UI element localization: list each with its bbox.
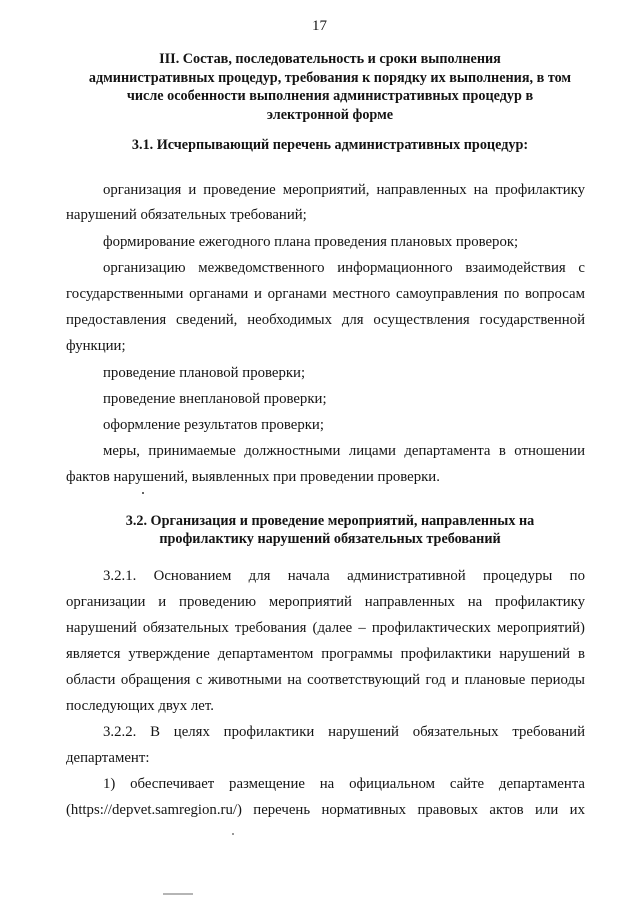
section-title (40, 50, 620, 124)
paragraph-line: (https://depvet.samregion.ru/) перечень нормативных правовых актов или их (66, 802, 585, 818)
paragraph-line: области обращения с животными на соответствующий год и плановые периоды (66, 672, 585, 688)
scan-mark (163, 893, 193, 895)
paragraph-line: последующих двух лет. (66, 698, 214, 714)
subsection-heading-3-1: 3.1. Исчерпывающий перечень административных процедур: (131, 137, 529, 153)
paragraph-line: 1) обеспечивает размещение на официальном сайте департамента (103, 776, 585, 792)
section-title-line: числе особенности выполнения административных процедур в (126, 88, 534, 104)
paragraph-line: 3.2.1. Основанием для начала административной процедуры по (103, 568, 585, 584)
scan-speck (142, 492, 144, 494)
scan-speck (232, 833, 234, 835)
list-item-line: формирование ежегодного плана проведения плановых проверок; (103, 234, 519, 250)
list-item-line: государственными органами и органами местного самоуправления по вопросам (66, 286, 585, 302)
section-title-line: административных процедур, требования к порядку их выполнения, в том (88, 69, 572, 86)
subsection-heading-3-2: 3.2. Организация и проведение мероприятий, направленных на (125, 513, 535, 529)
paragraph-line: департамент: (66, 750, 150, 766)
list-item-line: организация и проведение мероприятий, направленных на профилактику (103, 182, 585, 198)
list-item-line: меры, принимаемые должностными лицами департамента в отношении (103, 443, 585, 459)
section-title-line: III. Состав, последовательность и сроки выполнения (159, 51, 501, 67)
list-item-line: нарушений обязательных требований; (66, 207, 307, 223)
page-number: 17 (312, 18, 327, 34)
paragraph-line: нарушений обязательных требования (далее – профилактических мероприятий) (66, 620, 585, 636)
paragraph-line: является утверждение департаментом программы профилактики нарушений в (66, 646, 585, 662)
list-item-line: функции; (66, 338, 126, 354)
list-item-line: фактов нарушений, выявленных при проведении проверки. (66, 469, 440, 485)
subsection-heading-3-2: профилактику нарушений обязательных требований (159, 531, 501, 547)
list-item-line: оформление результатов проверки; (103, 417, 324, 433)
paragraph-line: организации и проведению мероприятий направленных на профилактику (66, 594, 585, 610)
paragraph-line: 3.2.2. В целях профилактики нарушений обязательных требований (103, 724, 585, 740)
list-item-line: проведение плановой проверки; (103, 365, 306, 381)
list-item-line: организацию межведомственного информационного взаимодействия с (103, 260, 585, 276)
list-item-line: предоставления сведений, необходимых для осуществления государственной (66, 312, 585, 328)
list-item-line: проведение внеплановой проверки; (103, 391, 327, 407)
section-title-line: электронной форме (266, 106, 394, 123)
